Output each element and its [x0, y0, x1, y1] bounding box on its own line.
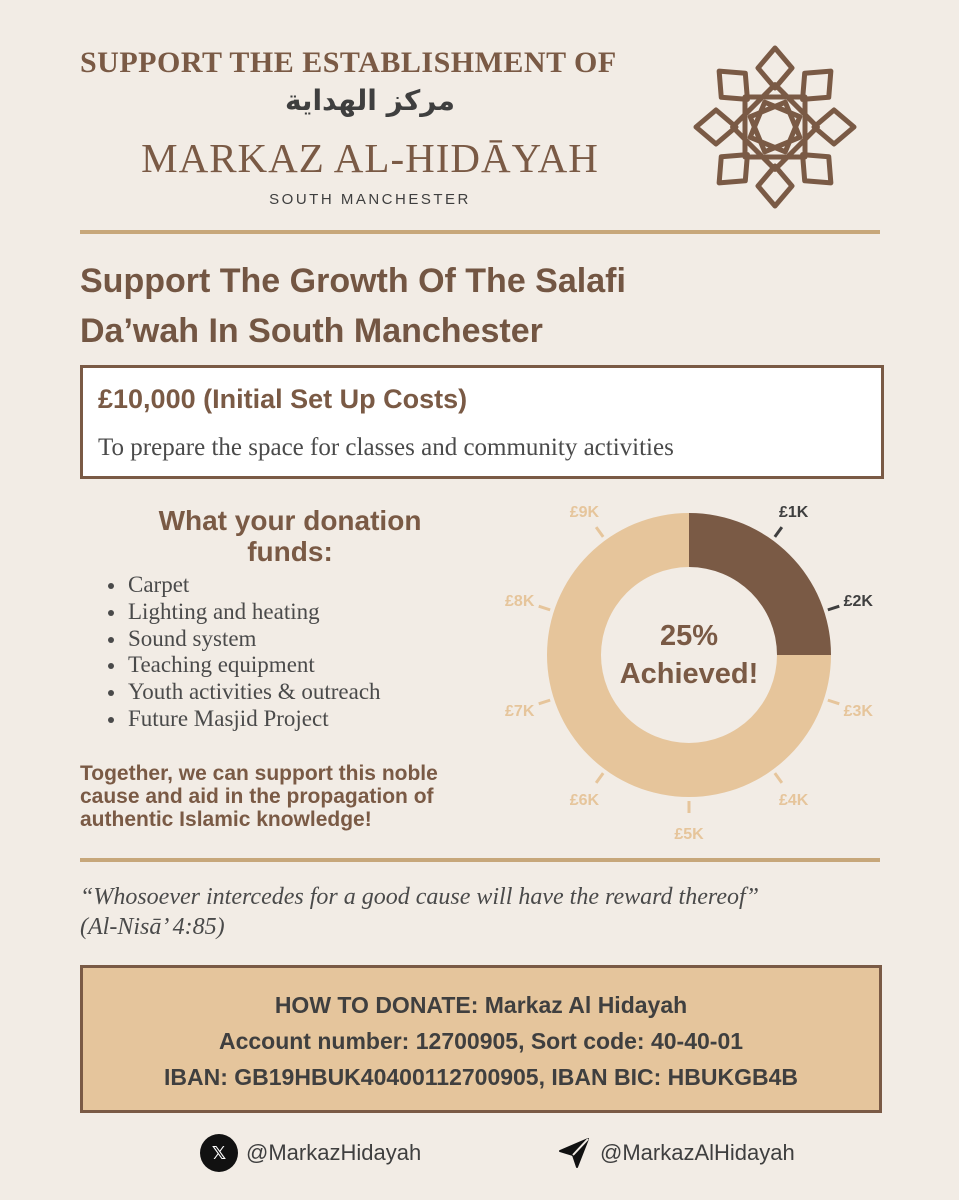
- goal-box: [80, 365, 884, 479]
- list-item: Teaching equipment: [104, 652, 381, 679]
- x-handle[interactable]: @MarkazHidayah: [246, 1140, 422, 1165]
- divider-bottom: [80, 858, 880, 862]
- geometric-star-logo-icon: [690, 42, 860, 212]
- chart-center-percent: 25%: [659, 620, 719, 652]
- chart-tick-mark: [828, 700, 839, 704]
- telegram-send-icon[interactable]: [556, 1135, 592, 1171]
- headline-line-1: Support The Growth Of The Salafi: [80, 262, 626, 300]
- chart-tick-label: £4K: [778, 792, 809, 810]
- chart-tick-mark: [539, 606, 550, 610]
- together-line-1: Together, we can support this noble: [80, 762, 438, 785]
- chart-tick-label: £1K: [778, 503, 809, 521]
- header-org-name: MARKAZ AL-HIDĀYAH: [141, 135, 599, 181]
- funds-title: [90, 505, 490, 567]
- together-line-2: cause and aid in the propagation of: [80, 785, 434, 808]
- headline: [80, 256, 880, 356]
- header-arabic-name: مركز الهداية: [284, 84, 456, 117]
- quote-source: (Al-Nisā’ 4:85): [80, 914, 225, 940]
- chart-tick-label: £9K: [569, 503, 600, 521]
- list-item: Youth activities & outreach: [104, 679, 381, 706]
- chart-center-label: Achieved!: [619, 658, 759, 690]
- social-x[interactable]: [200, 1133, 421, 1173]
- together-line-3: authentic Islamic knowledge!: [80, 808, 372, 831]
- list-item: Sound system: [104, 626, 381, 653]
- progress-donut-chart: [490, 495, 890, 845]
- together-message: [80, 762, 520, 831]
- quote: [80, 882, 880, 942]
- chart-tick-mark: [539, 700, 550, 704]
- divider-top: [80, 230, 880, 234]
- telegram-handle[interactable]: @MarkazAlHidayah: [600, 1140, 795, 1165]
- donate-line-1: HOW TO DONATE: Markaz Al Hidayah: [274, 992, 688, 1018]
- chart-tick-label: £3K: [843, 703, 873, 721]
- list-item: Carpet: [104, 572, 381, 599]
- header-subtitle: SOUTH MANCHESTER: [269, 191, 471, 208]
- funds-title-line-2: funds:: [247, 536, 333, 567]
- chart-tick-mark: [828, 606, 839, 610]
- x-logo-icon[interactable]: 𝕏: [200, 1134, 238, 1172]
- chart-tick-mark: [775, 527, 782, 537]
- chart-tick-label: £2K: [843, 592, 873, 610]
- funds-title-line-1: What your donation: [158, 505, 422, 536]
- chart-tick-mark: [775, 773, 782, 783]
- list-item: Lighting and heating: [104, 599, 381, 626]
- donate-line-3: IBAN: GB19HBUK40400112700905, IBAN BIC: HBUKGB4B: [164, 1064, 798, 1090]
- social-telegram[interactable]: [556, 1133, 795, 1173]
- chart-tick-label: £5K: [674, 826, 704, 843]
- goal-title: £10,000 (Initial Set Up Costs): [98, 384, 468, 414]
- donate-box: [80, 965, 882, 1113]
- chart-tick-label: £7K: [505, 703, 535, 721]
- header-top-line: SUPPORT THE ESTABLISHMENT OF: [80, 46, 617, 79]
- funds-list: [104, 572, 381, 733]
- chart-tick-label: £6K: [569, 792, 600, 810]
- chart-tick-label: £8K: [505, 592, 535, 610]
- quote-text: “Whosoever intercedes for a good cause will have the reward thereof”: [80, 884, 759, 910]
- chart-tick-mark: [596, 773, 603, 783]
- donate-line-2: Account number: 12700905, Sort code: 40-40-01: [218, 1028, 744, 1054]
- goal-description: To prepare the space for classes and community activities: [98, 434, 674, 461]
- headline-line-2: Da’wah In South Manchester: [80, 312, 543, 350]
- list-item: Future Masjid Project: [104, 706, 381, 733]
- chart-tick-mark: [596, 527, 603, 537]
